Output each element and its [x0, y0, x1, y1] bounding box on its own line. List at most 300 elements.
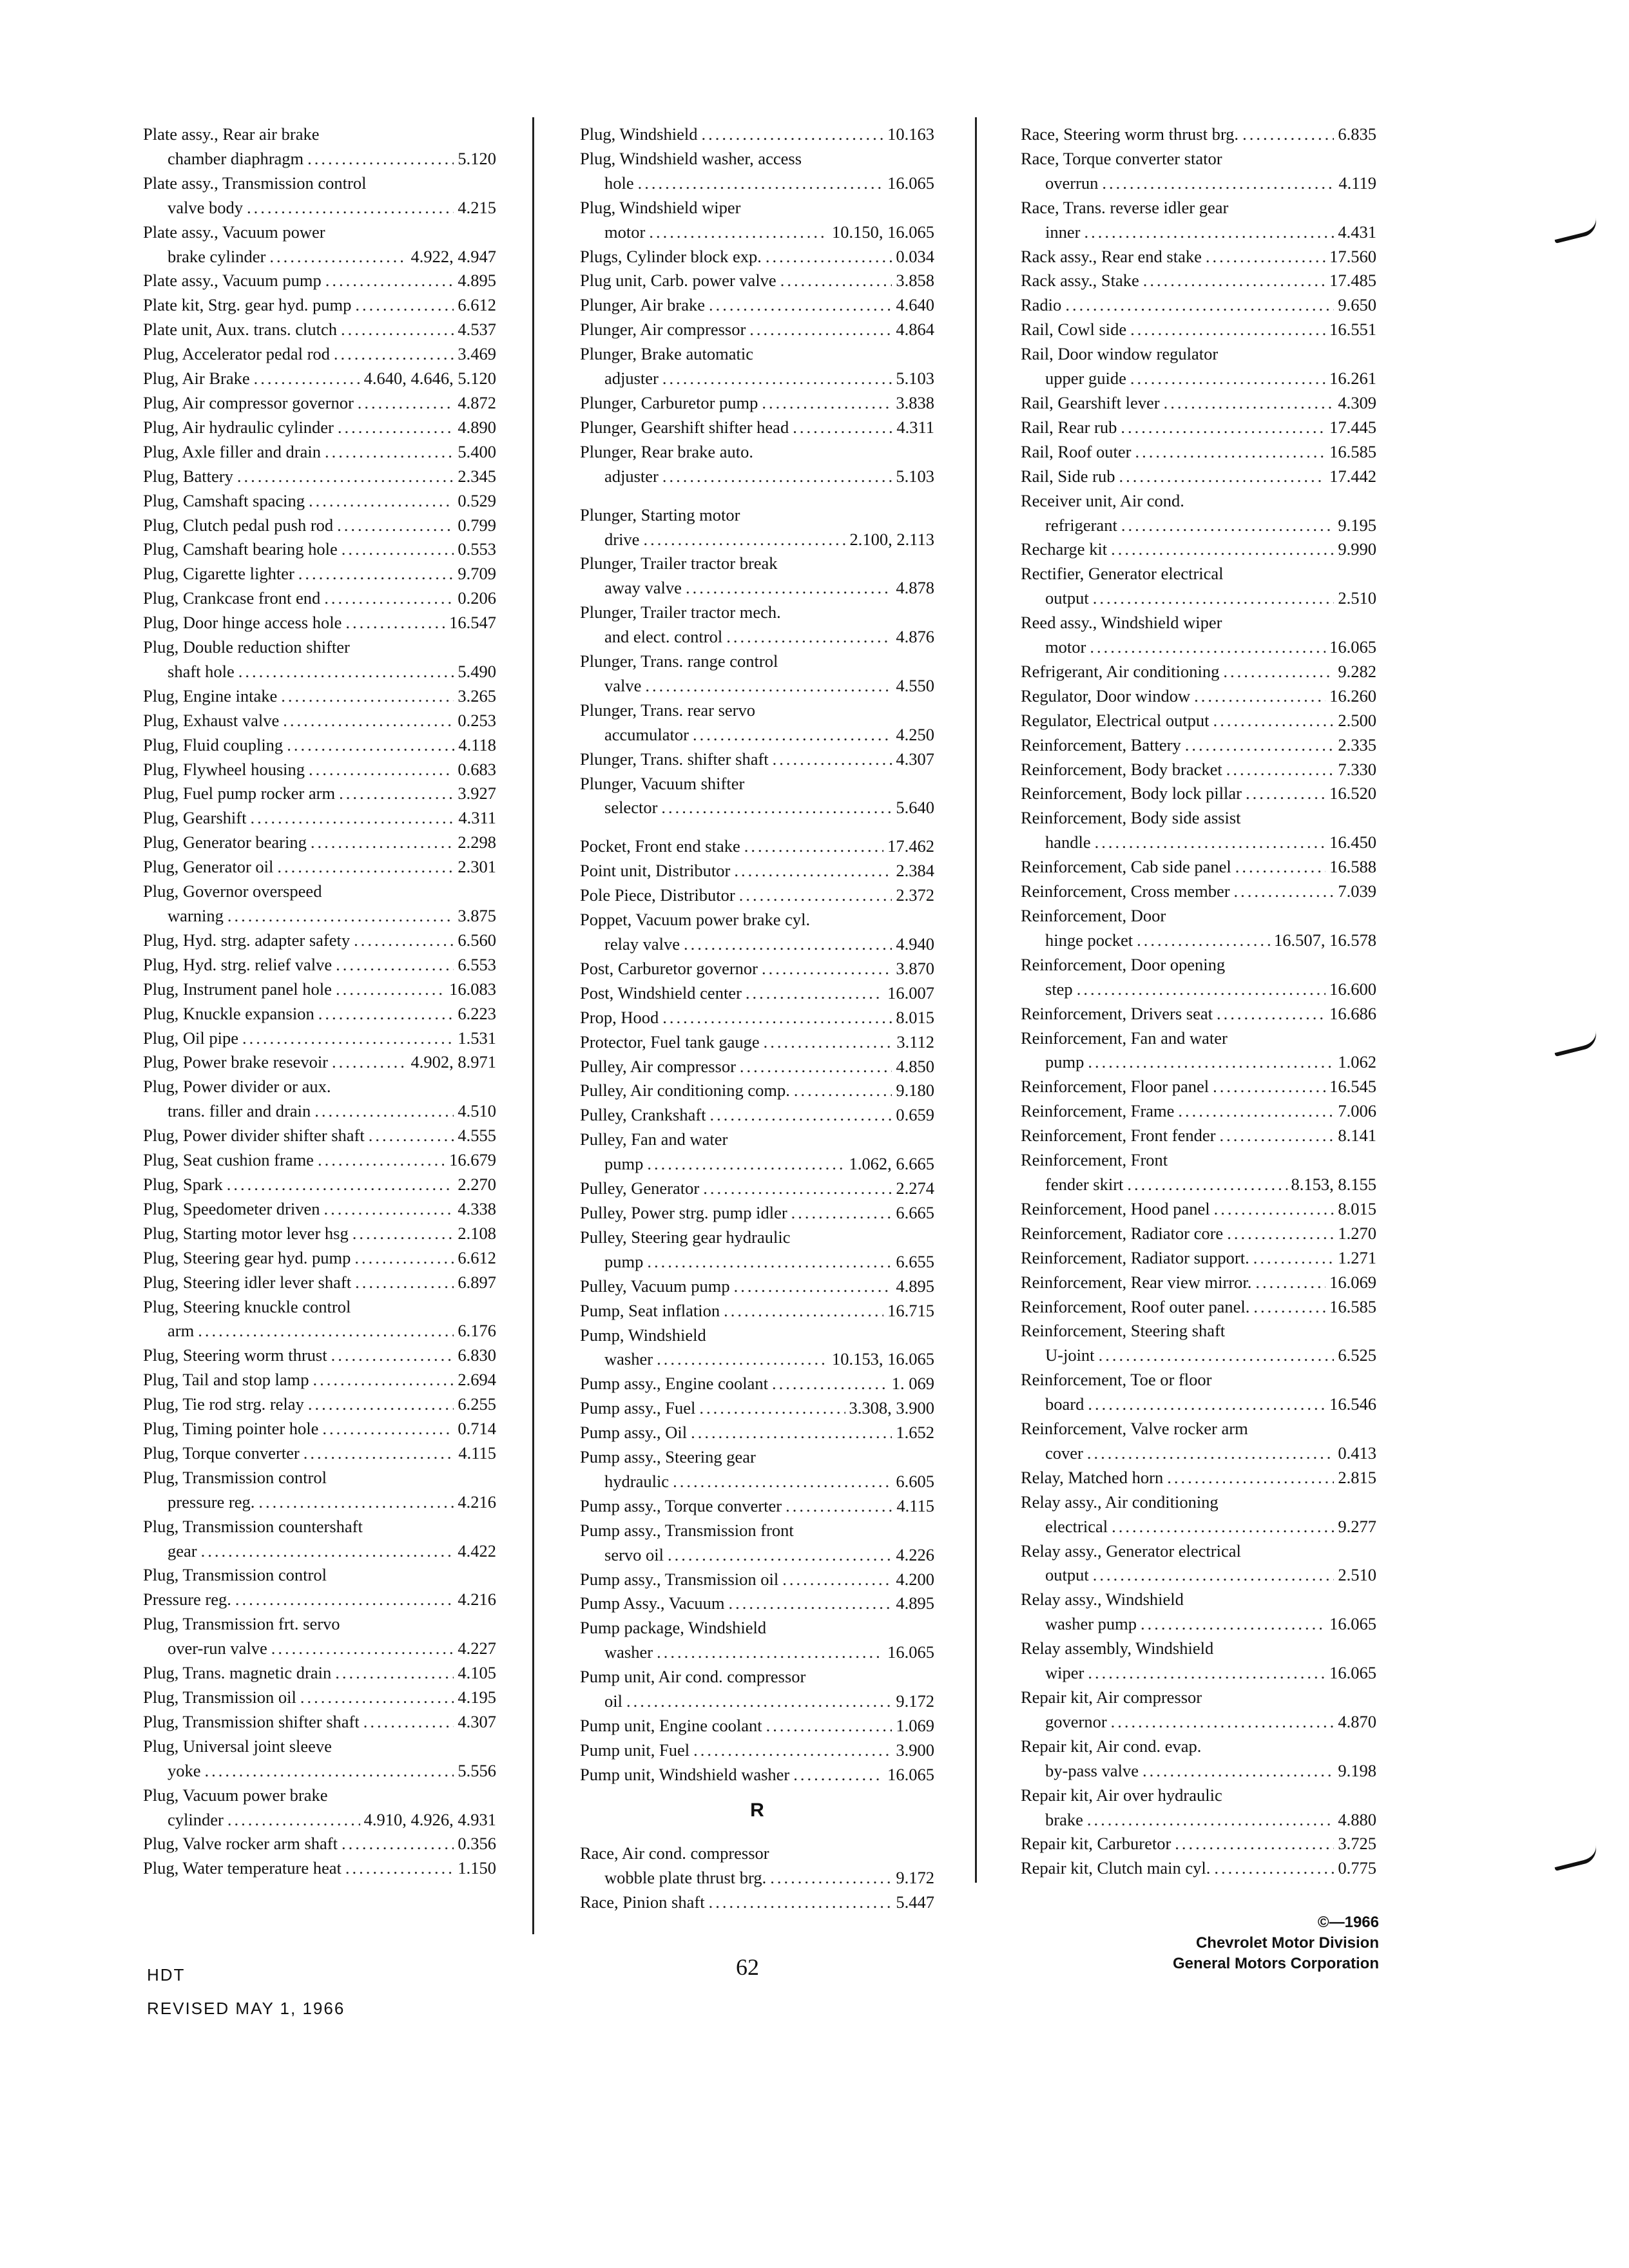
index-entry: [143, 1222, 496, 1246]
index-entry-line: [580, 1274, 934, 1299]
dot-leader: [1142, 1759, 1334, 1783]
dot-leader: [773, 747, 892, 772]
dot-leader: [693, 723, 892, 747]
index-entry-line: [580, 318, 934, 342]
index-entry-line: [1021, 758, 1376, 782]
entry-label: Relay assembly, Windshield: [1021, 1639, 1214, 1658]
index-entry-line: [143, 1343, 496, 1368]
index-entry-line: [580, 1470, 934, 1494]
dot-leader: [1084, 220, 1334, 245]
index-entry: [1021, 904, 1376, 953]
dot-leader: [1121, 514, 1335, 538]
entry-page-ref: 6.835: [1338, 124, 1376, 144]
entry-label: Plug, Transmission control: [143, 1565, 327, 1585]
index-entry-line: [143, 416, 496, 440]
index-entry: [580, 293, 934, 318]
binder-hole-mark: [1552, 218, 1599, 244]
index-entry-line: [580, 552, 934, 576]
entry-label: away valve: [604, 578, 682, 598]
entry-label: Plate unit, Aux. trans. clutch: [143, 320, 338, 340]
entry-page-ref: 4.226: [896, 1544, 934, 1564]
index-column-2: [580, 122, 934, 1914]
entry-label: Plug, Steering gear hyd. pump: [143, 1247, 351, 1267]
entry-page-ref: 5.490: [458, 661, 496, 681]
index-entry-line: [1021, 1124, 1376, 1148]
entry-label: Pump unit, Windshield washer: [580, 1764, 790, 1784]
index-entry-line: [580, 416, 934, 440]
index-entry-line: [143, 220, 496, 245]
entry-label: Reinforcement, Valve rocker arm: [1021, 1419, 1248, 1439]
entry-page-ref: 2.510: [1338, 1565, 1376, 1585]
dot-leader: [258, 1490, 454, 1515]
index-entry-line: [143, 1661, 496, 1686]
index-entry-line: [1021, 709, 1376, 733]
entry-page-ref: 9.650: [1338, 295, 1376, 315]
index-entry-line: [143, 122, 496, 147]
entry-label: Plate assy., Vacuum pump: [143, 271, 322, 291]
entry-label: Plunger, Rear brake auto.: [580, 441, 753, 461]
index-entry-line: [143, 1246, 496, 1271]
index-entry-line: [1021, 1466, 1376, 1490]
entry-page-ref: 2.301: [458, 857, 496, 877]
index-entry: [143, 220, 496, 269]
index-entry: [143, 806, 496, 831]
index-entry-line: [1021, 806, 1376, 831]
binder-hole-mark: [1552, 1031, 1599, 1057]
entry-page-ref: 16.520: [1329, 783, 1376, 803]
index-entry: [1021, 342, 1376, 391]
dot-leader: [1088, 1050, 1334, 1075]
index-entry-line: [580, 293, 934, 318]
index-entry-line: [580, 834, 934, 859]
entry-page-ref: 4.537: [458, 320, 496, 340]
entry-spacer: [580, 489, 934, 503]
index-entry-line: [143, 196, 496, 220]
index-entry-line: [580, 1128, 934, 1152]
entry-label: Repair kit, Carburetor: [1021, 1834, 1171, 1854]
entry-label: Rack assy., Stake: [1021, 271, 1139, 291]
entry-label: Reinforcement, Frame: [1021, 1101, 1175, 1121]
entry-label: adjuster: [604, 466, 659, 486]
dot-leader: [271, 1637, 454, 1661]
dot-leader: [354, 928, 454, 953]
entry-label: Plug, Air Brake: [143, 369, 250, 389]
entry-label: adjuster: [604, 369, 659, 389]
index-entry: [1021, 196, 1376, 245]
dot-leader: [647, 1152, 845, 1177]
index-entry: [143, 879, 496, 928]
entry-label: hydraulic: [604, 1471, 670, 1491]
dot-leader: [227, 1173, 454, 1197]
index-entry-line: [1021, 1002, 1376, 1026]
entry-page-ref: 4.870: [1338, 1711, 1376, 1731]
index-entry: [143, 1392, 496, 1417]
index-entry: [580, 342, 934, 391]
entry-label: Pump assy., Oil: [580, 1423, 688, 1443]
index-entry-line: [143, 1099, 496, 1124]
entry-page-ref: 2.100, 2.113: [849, 529, 934, 549]
index-entry: [143, 1686, 496, 1710]
index-entry-line: [143, 1075, 496, 1099]
index-entry-line: [1021, 1783, 1376, 1808]
index-entry: [1021, 489, 1376, 538]
index-entry: [1021, 465, 1376, 489]
dot-leader: [643, 528, 845, 552]
index-entry: [143, 1246, 496, 1271]
entry-label: Reinforcement, Cab side panel: [1021, 857, 1231, 877]
index-entry: [1021, 269, 1376, 293]
entry-label: wiper: [1045, 1663, 1084, 1683]
index-entry-line: [1021, 855, 1376, 879]
entry-page-ref: 6.553: [458, 954, 496, 974]
index-entry: [143, 758, 496, 782]
index-entry-line: [580, 1055, 934, 1079]
entry-page-ref: 4.309: [1338, 392, 1376, 412]
index-entry-line: [580, 1866, 934, 1890]
copyright-line: General Motors Corporation: [1172, 1955, 1379, 1972]
index-entry-line: [1021, 879, 1376, 904]
entry-page-ref: 9.277: [1338, 1516, 1376, 1536]
revision-date: REVISED MAY 1, 1966: [147, 1999, 345, 2018]
entry-label: Plug, Engine intake: [143, 686, 278, 706]
entry-label: cylinder: [168, 1809, 224, 1829]
entry-label: Pump assy., Torque converter: [580, 1495, 782, 1515]
dot-leader: [313, 1368, 454, 1392]
entry-label: Plug, Steering idler lever shaft: [143, 1272, 352, 1292]
entry-label: Plug, Tail and stop lamp: [143, 1370, 309, 1390]
entry-page-ref: 4.216: [458, 1590, 496, 1610]
index-entry-line: [143, 1735, 496, 1759]
index-entry: [580, 698, 934, 747]
entry-label: Reinforcement, Body side assist: [1021, 808, 1241, 828]
index-entry: [580, 1323, 934, 1372]
index-entry: [580, 957, 934, 981]
index-entry-line: [143, 1124, 496, 1148]
entry-label: motor: [604, 222, 646, 242]
entry-label: output: [1045, 1565, 1089, 1585]
entry-page-ref: 10.153, 16.065: [832, 1349, 934, 1369]
dot-leader: [358, 391, 454, 416]
index-entry: [580, 1738, 934, 1763]
index-entry: [143, 782, 496, 806]
entry-page-ref: 4.510: [458, 1101, 496, 1121]
index-entry: [143, 562, 496, 586]
index-entry-line: [143, 879, 496, 904]
index-entry-line: [1021, 635, 1376, 660]
dot-leader: [1214, 1197, 1335, 1222]
index-entry-line: [1021, 953, 1376, 977]
entry-page-ref: 2.694: [458, 1370, 496, 1390]
entry-label: Plug, Camshaft bearing hole: [143, 539, 338, 559]
entry-label: Plunger, Brake automatic: [580, 344, 754, 364]
entry-page-ref: 4.878: [896, 578, 934, 598]
index-entry-line: [580, 1841, 934, 1866]
index-entry-line: [580, 1347, 934, 1372]
dot-leader: [298, 562, 454, 586]
index-entry-line: [143, 367, 496, 391]
index-entry: [580, 981, 934, 1006]
entry-label: Plug, Battery: [143, 466, 233, 486]
entry-page-ref: 4.338: [458, 1198, 496, 1218]
entry-label: inner: [1045, 222, 1081, 242]
dot-leader: [661, 796, 892, 820]
index-entry-line: [1021, 416, 1376, 440]
entry-page-ref: 4.311: [896, 417, 934, 437]
entry-label: Plunger, Vacuum shifter: [580, 773, 745, 793]
index-entry-line: [580, 1543, 934, 1568]
dot-leader: [691, 1421, 892, 1445]
index-entry-line: [1021, 1148, 1376, 1173]
entry-page-ref: 4.250: [896, 724, 934, 744]
dot-leader: [794, 1079, 892, 1103]
entry-page-ref: 4.119: [1338, 173, 1376, 193]
entry-page-ref: 4.115: [896, 1495, 934, 1515]
index-entry-line: [580, 245, 934, 269]
dot-leader: [762, 957, 892, 981]
index-entry: [1021, 391, 1376, 416]
entry-page-ref: 3.870: [896, 958, 934, 978]
entry-page-ref: 5.556: [458, 1760, 496, 1780]
entry-label: brake cylinder: [168, 246, 266, 266]
dot-leader: [1130, 318, 1325, 342]
index-entry-line: [143, 1637, 496, 1661]
entry-label: Plug, Transmission control: [143, 1467, 327, 1487]
index-entry-line: [1021, 293, 1376, 318]
entry-page-ref: 6.612: [458, 295, 496, 315]
dot-leader: [1226, 758, 1335, 782]
entry-page-ref: 0.529: [458, 490, 496, 510]
dot-leader: [324, 1197, 454, 1222]
entry-label: Plug, Accelerator pedal rod: [143, 344, 330, 364]
index-entry-line: [1021, 1319, 1376, 1343]
entry-label: Repair kit, Air cond. evap.: [1021, 1736, 1202, 1756]
index-entry-line: [580, 674, 934, 698]
dot-leader: [337, 514, 454, 538]
entry-page-ref: 16.715: [887, 1300, 934, 1320]
dot-leader: [703, 1177, 892, 1201]
index-entry-line: [1021, 684, 1376, 709]
index-entry-line: [1021, 514, 1376, 538]
index-entry: [1021, 660, 1376, 684]
entry-label: Plug, Clutch pedal push rod: [143, 515, 334, 535]
index-entry-line: [1021, 1539, 1376, 1564]
entry-page-ref: 16.069: [1329, 1272, 1376, 1292]
index-entry-line: [1021, 977, 1376, 1002]
entry-label: Pulley, Fan and water: [580, 1129, 728, 1149]
index-entry-line: [580, 649, 934, 674]
dot-leader: [238, 660, 454, 684]
entry-label: arm: [168, 1321, 195, 1341]
entry-label: Relay assy., Generator electrical: [1021, 1541, 1241, 1561]
entry-label: wobble plate thrust brg.: [604, 1867, 767, 1887]
dot-leader: [657, 1640, 883, 1665]
entry-page-ref: 0.356: [458, 1834, 496, 1854]
index-entry: [143, 1124, 496, 1148]
index-entry-line: [580, 796, 934, 820]
entry-page-ref: 2.815: [1338, 1467, 1376, 1487]
entry-page-ref: 16.588: [1329, 857, 1376, 877]
index-entry: [143, 1832, 496, 1856]
entry-page-ref: 7.039: [1338, 881, 1376, 901]
dot-leader: [1127, 1173, 1287, 1197]
index-entry-line: [580, 1103, 934, 1128]
entry-label: Pole Piece, Distributor: [580, 885, 735, 905]
index-entry-line: [143, 855, 496, 879]
entry-page-ref: 3.858: [896, 271, 934, 291]
entry-label: over-run valve: [168, 1639, 267, 1658]
entry-label: Pulley, Crankshaft: [580, 1105, 706, 1125]
entry-label: Plug, Oil pipe: [143, 1028, 238, 1048]
index-entry-line: [1021, 245, 1376, 269]
index-column-1: [143, 122, 496, 1881]
dot-leader: [341, 318, 454, 342]
entry-label: Plug, Air hydraulic cylinder: [143, 417, 334, 437]
index-entry-line: [143, 904, 496, 928]
index-entry-line: [143, 782, 496, 806]
entry-page-ref: 8.153, 8.155: [1291, 1174, 1376, 1194]
index-entry-line: [580, 601, 934, 625]
entry-page-ref: 16.083: [449, 979, 496, 999]
index-entry-line: [1021, 1710, 1376, 1735]
entry-label: Reinforcement, Roof outer panel.: [1021, 1296, 1250, 1316]
entry-label: Repair kit, Air over hydraulic: [1021, 1785, 1222, 1805]
dot-leader: [1090, 635, 1325, 660]
index-entry: [580, 1841, 934, 1890]
entry-page-ref: 0.206: [458, 588, 496, 608]
dot-leader: [325, 269, 454, 293]
index-entry-line: [143, 537, 496, 562]
index-entry-line: [143, 1197, 496, 1222]
index-entry: [143, 1710, 496, 1735]
entry-page-ref: 17.560: [1329, 246, 1376, 266]
index-entry-line: [1021, 391, 1376, 416]
entry-label: Plug, Air compressor governor: [143, 392, 354, 412]
entry-label: overrun: [1045, 173, 1099, 193]
copyright-block: [1095, 1912, 1379, 1974]
dot-leader: [1253, 1246, 1335, 1271]
index-entry: [1021, 1783, 1376, 1832]
dot-leader: [662, 465, 892, 489]
entry-label: Refrigerant, Air conditioning: [1021, 661, 1220, 681]
index-entry-line: [580, 1568, 934, 1592]
entry-page-ref: 6.223: [458, 1003, 496, 1023]
entry-page-ref: 16.585: [1329, 441, 1376, 461]
dot-leader: [1088, 1661, 1325, 1686]
entry-label: Rail, Cowl side: [1021, 320, 1127, 340]
entry-label: Plug, Seat cushion frame: [143, 1150, 314, 1170]
entry-page-ref: 1.069: [896, 1716, 934, 1735]
index-entry-line: [1021, 1490, 1376, 1515]
entry-page-ref: 3.265: [458, 686, 496, 706]
entry-page-ref: 16.065: [1329, 1663, 1376, 1683]
entry-label: Pressure reg.: [143, 1590, 231, 1610]
index-entry-line: [580, 220, 934, 245]
index-entry-line: [143, 1759, 496, 1783]
entry-page-ref: 2.510: [1338, 588, 1376, 608]
dot-leader: [1178, 1099, 1334, 1124]
index-entry-line: [1021, 465, 1376, 489]
index-entry: [1021, 416, 1376, 440]
entry-label: Plate assy., Transmission control: [143, 173, 367, 193]
index-entry: [1021, 1246, 1376, 1271]
index-entry: [1021, 440, 1376, 465]
entry-page-ref: 16.065: [887, 173, 934, 193]
dot-leader: [1246, 782, 1325, 806]
index-entry: [1021, 611, 1376, 660]
entry-label: Plug, Spark: [143, 1174, 223, 1194]
index-entry-line: [580, 723, 934, 747]
entry-label: warning: [168, 906, 224, 925]
entry-page-ref: 9.709: [458, 564, 496, 584]
entry-page-ref: 8.141: [1338, 1126, 1376, 1146]
index-entry: [580, 1177, 934, 1201]
entry-page-ref: 1.270: [1338, 1223, 1376, 1243]
index-entry: [1021, 147, 1376, 196]
page-number: 62: [736, 1954, 759, 1980]
entry-page-ref: 4.555: [458, 1126, 496, 1146]
entry-page-ref: 0.034: [896, 246, 934, 266]
index-entry-line: [143, 928, 496, 953]
dot-leader: [1242, 122, 1334, 147]
entry-label: Plug unit, Carb. power valve: [580, 271, 776, 291]
dot-leader: [1175, 1832, 1334, 1856]
entry-label: Plunger, Trans. rear servo: [580, 700, 756, 720]
entry-page-ref: 6.897: [458, 1272, 496, 1292]
dot-leader: [332, 1050, 407, 1075]
entry-page-ref: 10.163: [887, 124, 934, 144]
index-entry: [143, 514, 496, 538]
index-entry-line: [143, 269, 496, 293]
index-entry-line: [1021, 1271, 1376, 1295]
index-entry: [1021, 1539, 1376, 1588]
index-entry-line: [1021, 562, 1376, 586]
index-entry: [580, 552, 934, 601]
index-entry-line: [580, 576, 934, 601]
index-entry-line: [143, 1441, 496, 1466]
entry-page-ref: 3.308, 3.900: [849, 1398, 934, 1418]
entry-label: Plunger, Trailer tractor mech.: [580, 602, 781, 622]
index-entry: [1021, 1295, 1376, 1320]
index-entry-line: [143, 1832, 496, 1856]
entry-label: Plunger, Trailer tractor break: [580, 553, 778, 573]
index-entry-line: [143, 1612, 496, 1637]
entry-page-ref: 5.400: [458, 441, 496, 461]
entry-page-ref: 16.065: [887, 1642, 934, 1662]
index-entry-line: [143, 514, 496, 538]
index-entry: [580, 1103, 934, 1128]
index-entry-line: [1021, 1588, 1376, 1612]
entry-page-ref: 1.652: [896, 1423, 934, 1443]
dot-leader: [201, 1539, 454, 1564]
entry-label: washer pump: [1045, 1614, 1137, 1634]
dot-leader: [307, 147, 454, 171]
entry-label: Pump unit, Air cond. compressor: [580, 1667, 806, 1687]
index-entry: [1021, 1222, 1376, 1246]
index-entry: [580, 649, 934, 698]
entry-label: and elect. control: [604, 627, 723, 647]
index-entry: [1021, 806, 1376, 855]
index-entry-line: [1021, 1735, 1376, 1759]
entry-label: Protector, Fuel tank gauge: [580, 1032, 760, 1052]
index-entry-line: [143, 1710, 496, 1735]
entry-label: Plug, Door hinge access hole: [143, 613, 342, 633]
dot-leader: [1227, 1222, 1334, 1246]
index-entry-line: [1021, 1026, 1376, 1051]
index-entry: [1021, 1368, 1376, 1417]
index-entry-line: [580, 1323, 934, 1348]
index-entry-line: [1021, 1295, 1376, 1320]
index-entry-line: [580, 122, 934, 147]
